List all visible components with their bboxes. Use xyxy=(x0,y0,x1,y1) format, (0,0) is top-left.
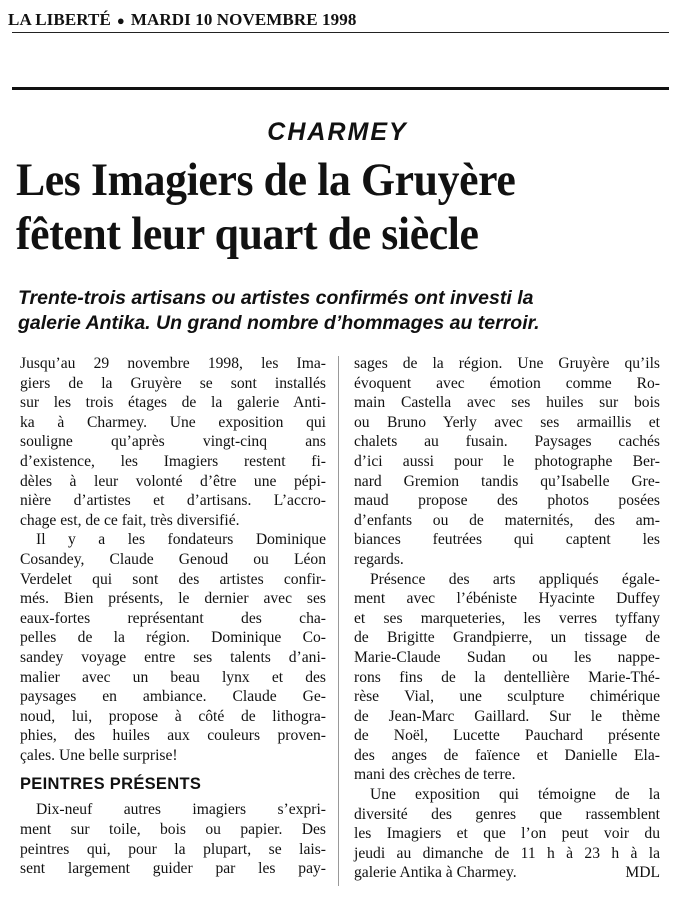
text-line: d’enfants ou de maternités, des am- xyxy=(354,511,660,529)
text-line: sandey voyage entre ses talents d’ani- xyxy=(20,648,326,666)
text-line: diversité des genres que rassemblent xyxy=(354,805,660,823)
text-line: biances feutrées qui captent les xyxy=(354,531,660,549)
bullet-separator: ● xyxy=(116,13,125,28)
text-line: çales. Une belle surprise! xyxy=(20,746,178,764)
paragraph xyxy=(354,354,660,570)
text-line: sages de la région. Une Gruyère qu’ils xyxy=(354,355,660,372)
text-line: souligne qu’après vingt-cinq ans xyxy=(20,433,326,451)
text-line: jeudi au dimanche de 11 h à 23 h à la xyxy=(354,844,660,862)
text-line: nière d’artistes et d’artisans. L’accro- xyxy=(20,492,326,510)
paragraph xyxy=(20,800,326,878)
text-line: dèles à leur volonté d’être une pépi- xyxy=(20,472,326,490)
text-line: Une exposition qui témoigne de la xyxy=(370,786,660,804)
text-line: eaux-fortes représentant des cha- xyxy=(20,609,326,627)
text-line: Cosandey, Claude Genoud ou Léon xyxy=(20,550,326,568)
text-line: rèse Vial, une sculpture chimérique xyxy=(354,688,660,706)
text-line: mani des crèches de terre. xyxy=(354,766,516,784)
text-line: més. Bien présents, le dernier avec ses xyxy=(20,590,326,608)
issue-date: MARDI 10 NOVEMBRE 1998 xyxy=(130,10,357,29)
deck-line: Trente-trois artisans ou artistes confirmés ont investi la xyxy=(18,287,534,309)
article-headline xyxy=(16,153,621,261)
text-line: de Jean-Marc Gaillard. Sur le thème xyxy=(354,707,660,725)
text-line: évoquent avec émotion comme Ro- xyxy=(354,374,660,392)
text-line: des anges de faïence et Danielle Ela- xyxy=(354,746,660,764)
deck-line: galerie Antika. Un grand nombre d’hommages au terroir. xyxy=(18,312,540,334)
closing-line xyxy=(354,863,660,883)
paragraph xyxy=(20,354,326,530)
text-line: Il y a les fondateurs Dominique xyxy=(36,531,326,549)
text-line: nard Gremion tandis qu’Isabelle Gre- xyxy=(354,472,660,490)
paragraph xyxy=(354,785,660,863)
masthead-rule xyxy=(12,32,669,33)
text-line: sent largement guider par les pay- xyxy=(20,860,326,878)
text-line: pelles de la région. Dominique Co- xyxy=(20,629,326,647)
left-column xyxy=(20,354,326,879)
text-line: Présence des arts appliqués égale- xyxy=(370,570,660,588)
text-line: noud, lui, propose à côté de lithogra- xyxy=(20,707,326,725)
right-column xyxy=(354,354,660,883)
text-line: regards. xyxy=(354,550,404,568)
text-line: ment avec l’ébéniste Hyacinte Duffey xyxy=(354,590,660,608)
text-line: et ses marqueteries, les verres tyffany xyxy=(354,609,660,627)
newspaper-name: LA LIBERTÉ xyxy=(8,10,111,29)
text-line: phies, des huiles aux couleurs proven- xyxy=(20,727,326,745)
text-line: sur les trois étages de la galerie Anti- xyxy=(20,394,326,412)
text-line: rons fins de la dentellière Marie-Thé- xyxy=(354,668,660,686)
text-line: Jusqu’au 29 novembre 1998, les Ima- xyxy=(20,355,326,372)
text-line: chage est, de ce fait, très diversifié. xyxy=(20,511,240,529)
author-signature: MDL xyxy=(625,864,660,882)
text-line: Verdelet qui sont des artistes confir- xyxy=(20,570,326,588)
article-deck xyxy=(18,286,668,336)
text-line: d’existence, les Imagiers restent fi- xyxy=(20,452,326,470)
section-rule xyxy=(12,87,669,90)
text-line: paysages en ambiance. Claude Ge- xyxy=(20,688,326,706)
text-line: les Imagiers et que l’on peut voir du xyxy=(354,825,660,843)
paragraph xyxy=(354,570,660,786)
closing-text: galerie Antika à Charmey. xyxy=(354,864,517,882)
text-line: main Castella avec ses huiles sur bois xyxy=(354,394,660,412)
text-line: d’ici aussi pour le photographe Ber- xyxy=(354,452,660,470)
paragraph xyxy=(20,530,326,765)
text-line: chalets au fusain. Paysages cachés xyxy=(354,433,660,451)
text-line: giers de la Gruyère se sont installés xyxy=(20,374,326,392)
text-line: de Brigitte Grandpierre, un tissage de xyxy=(354,629,660,647)
article-kicker: CHARMEY xyxy=(267,118,408,146)
text-line: ment sur toile, bois ou papier. Des xyxy=(20,821,326,839)
text-line: ka à Charmey. Une exposition qui xyxy=(20,413,326,431)
headline-line: fêtent leur quart de siècle xyxy=(16,208,479,260)
text-line: de Noël, Lucette Pauchard présente xyxy=(354,727,660,745)
text-line: maud propose des photos posées xyxy=(354,492,660,510)
masthead xyxy=(8,8,668,32)
text-line: peintres qui, pour la plupart, se lais- xyxy=(20,840,326,858)
section-subhead: PEINTRES PRÉSENTS xyxy=(20,775,202,794)
text-line: ou Bruno Yerly avec ses armaillis et xyxy=(354,413,660,431)
text-line: Dix-neuf autres imagiers s’expri- xyxy=(36,801,326,819)
text-line: malier avec un beau lynx et des xyxy=(20,668,326,686)
headline-line: Les Imagiers de la Gruyère xyxy=(16,154,516,206)
column-divider xyxy=(338,356,339,886)
text-line: Marie-Claude Sudan ou les nappe- xyxy=(354,648,660,666)
